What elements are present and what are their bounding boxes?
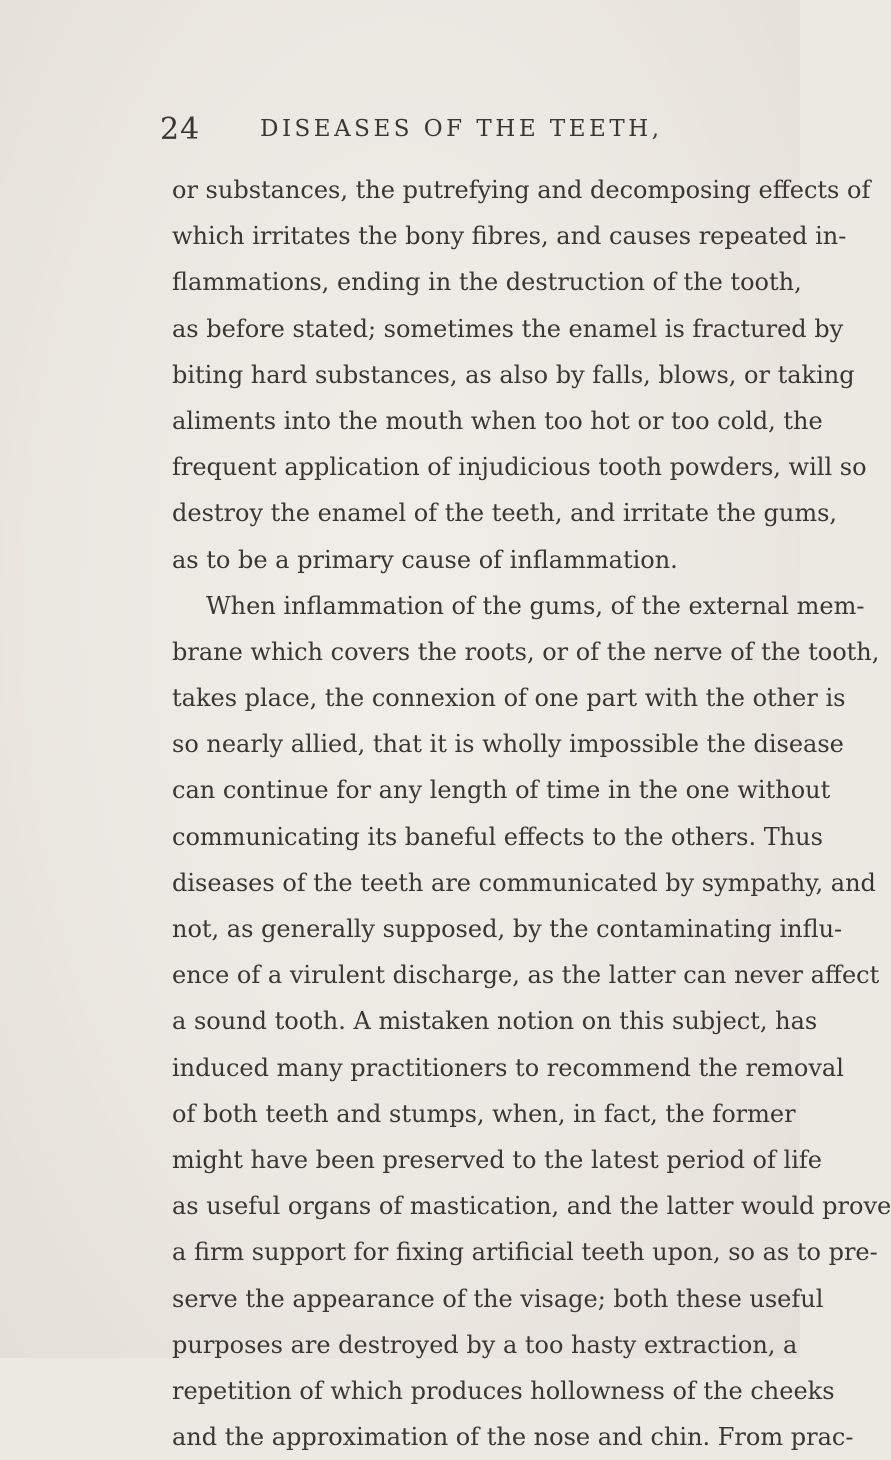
- text-line: a sound tooth. A mistaken notion on this subject, has: [172, 1007, 818, 1036]
- text-line: of both teeth and stumps, when, in fact, the former: [172, 1099, 796, 1128]
- text-line: aliments into the mouth when too hot or too cold, the: [172, 406, 823, 435]
- text-line: serve the appearance of the visage; both these useful: [172, 1284, 824, 1313]
- body-text: [172, 167, 891, 1460]
- text-line: so nearly allied, that it is wholly impossible the disease: [172, 730, 844, 759]
- text-line: repetition of which produces hollowness of the cheeks: [172, 1376, 835, 1405]
- text-line: or substances, the putrefying and decomposing effects of: [172, 176, 871, 204]
- text-line: induced many practitioners to recommend the removal: [172, 1053, 844, 1082]
- text-line: and the approximation of the nose and chin. From prac-: [172, 1423, 854, 1452]
- text-line: a firm support for fixing artificial teeth upon, so as to pre-: [172, 1238, 878, 1267]
- text-line: purposes are destroyed by a too hasty extraction, a: [172, 1330, 798, 1359]
- text-line: might have been preserved to the latest period of life: [172, 1145, 822, 1174]
- text-line: takes place, the connexion of one part with the other is: [172, 684, 846, 713]
- text-line: as before stated; sometimes the enamel is fractured by: [172, 314, 844, 343]
- text-line: as to be a primary cause of inflammation.: [172, 545, 678, 574]
- text-line: communicating its baneful effects to the others. Thus: [172, 822, 823, 851]
- text-line: diseases of the teeth are communicated by sympathy, and: [172, 868, 876, 897]
- text-line: can continue for any length of time in the one without: [172, 776, 831, 805]
- text-line: biting hard substances, as also by falls, blows, or taking: [172, 360, 855, 389]
- text-line: not, as generally supposed, by the contaminating influ-: [172, 915, 843, 943]
- text-line: as useful organs of mastication, and the latter would prove: [172, 1192, 891, 1221]
- text-line: brane which covers the roots, or of the nerve of the tooth,: [172, 637, 880, 666]
- text-line: ence of a virulent discharge, as the latter can never affect: [172, 961, 880, 990]
- running-head: [160, 112, 760, 152]
- text-line: destroy the enamel of the teeth, and irritate the gums,: [172, 499, 838, 528]
- page-number: 24: [160, 112, 201, 147]
- text-line: frequent application of injudicious tooth powders, will so: [172, 453, 867, 482]
- text-line: When inflammation of the gums, of the external mem-: [206, 591, 865, 620]
- text-line: which irritates the bony fibres, and causes repeated in-: [172, 222, 847, 251]
- text-line: flammations, ending in the destruction of the tooth,: [172, 268, 802, 297]
- running-title: DISEASES OF THE TEETH,: [260, 116, 663, 142]
